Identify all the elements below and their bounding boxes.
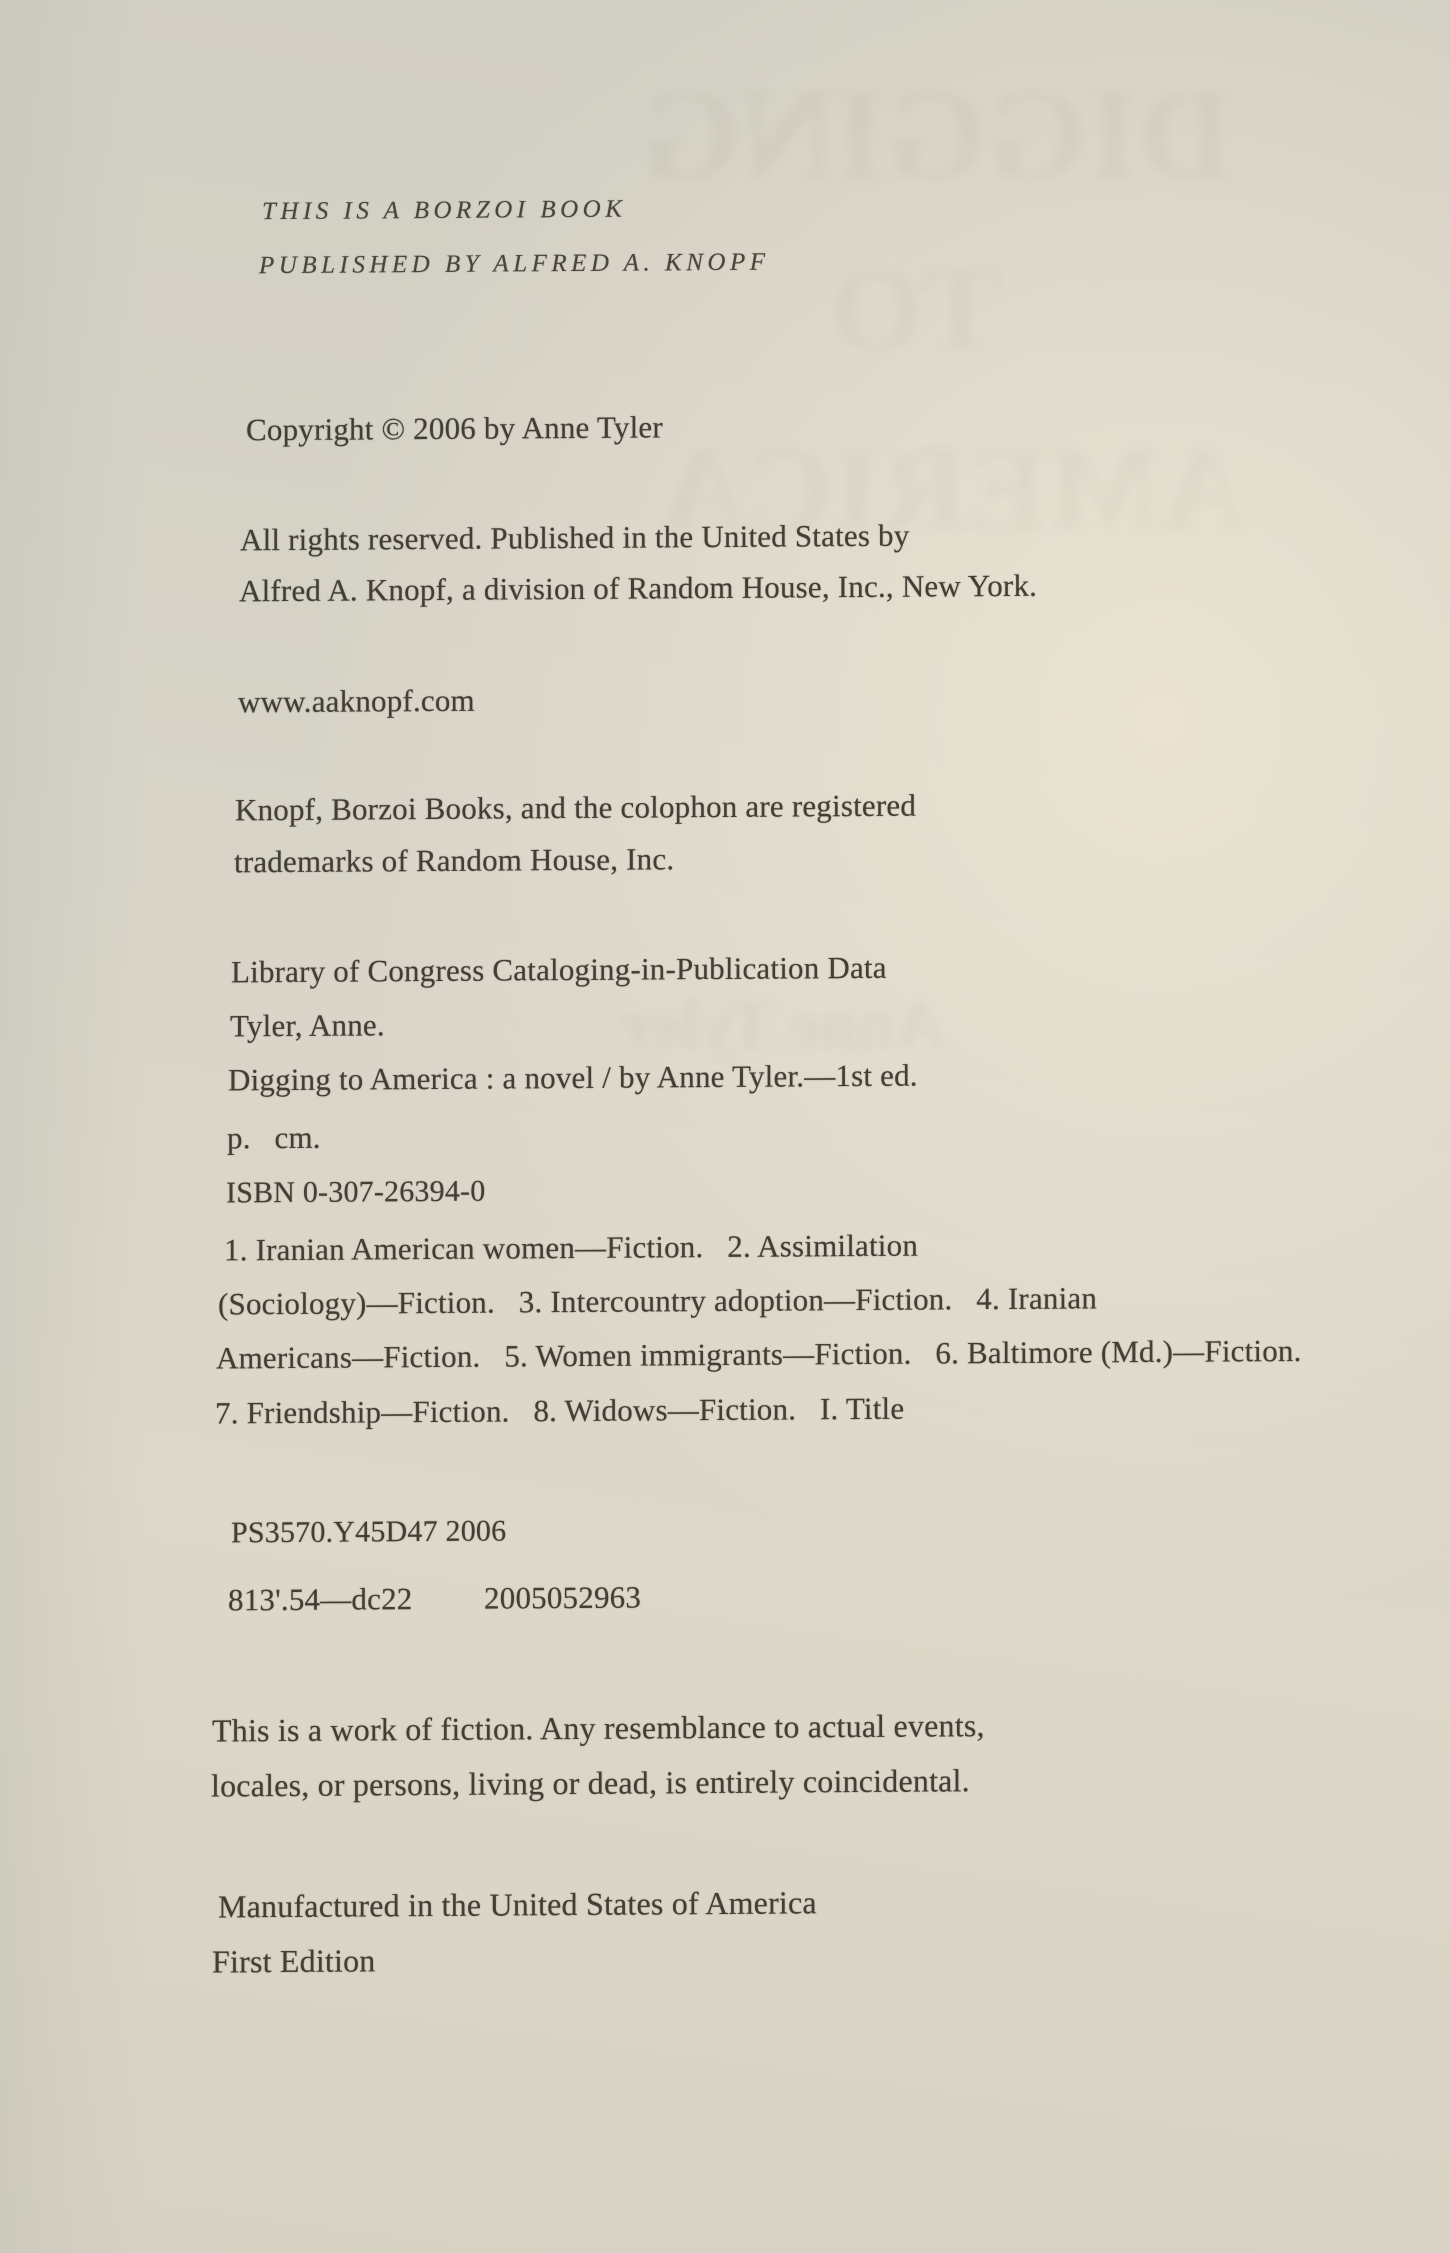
cip-subjects-line-2: (Sociology)—Fiction. 3. Intercountry adoption—Fiction. 4. Iranian [218, 1280, 1098, 1322]
manufacture-line: Manufactured in the United States of America [218, 1884, 817, 1925]
cip-subjects-line-3: Americans—Fiction. 5. Women immigrants—Fiction. 6. Baltimore (Md.)—Fiction. [216, 1332, 1302, 1376]
publisher-website: www.aaknopf.com [238, 682, 475, 720]
trademark-line-2: trademarks of Random House, Inc. [234, 841, 675, 880]
cip-subjects-line-1: 1. Iranian American women—Fiction. 2. Assimilation [224, 1227, 919, 1268]
ghost-author-name: Anne Tyler [620, 986, 945, 1062]
cip-subjects-line-4: 7. Friendship—Fiction. 8. Widows—Fiction. I. Title [215, 1390, 905, 1431]
cip-call-number: PS3570.Y45D47 2006 [231, 1514, 507, 1550]
cip-heading: Library of Congress Cataloging-in-Publication Data [231, 949, 887, 990]
ghost-title-word-1: DIGGING [640, 63, 1233, 207]
cip-author: Tyler, Anne. [230, 1007, 385, 1044]
cip-isbn: ISBN 0-307-26394-0 [226, 1174, 486, 1210]
trademark-line-1: Knopf, Borzoi Books, and the colophon are registered [235, 787, 917, 828]
edition-line: First Edition [212, 1942, 376, 1980]
cip-pagination: p. cm. [227, 1119, 321, 1156]
rights-line-2: Alfred A. Knopf, a division of Random House, Inc., New York. [239, 567, 1038, 609]
cip-dewey-lccn: 813'.54—dc22 2005052963 [228, 1579, 642, 1618]
cip-title-statement: Digging to America : a novel / by Anne Tyler.—1st ed. [228, 1057, 918, 1098]
disclaimer-line-1: This is a work of fiction. Any resemblance to actual events, [212, 1707, 985, 1749]
disclaimer-line-2: locales, or persons, living or dead, is entirely coincidental. [211, 1762, 970, 1804]
copyright-line: Copyright © 2006 by Anne Tyler [246, 409, 663, 448]
rights-line-1: All rights reserved. Published in the United States by [240, 517, 910, 558]
borzoi-notice-line-1: THIS IS A BORZOI BOOK [262, 195, 627, 226]
borzoi-notice-line-2: PUBLISHED BY ALFRED A. KNOPF [259, 248, 770, 280]
